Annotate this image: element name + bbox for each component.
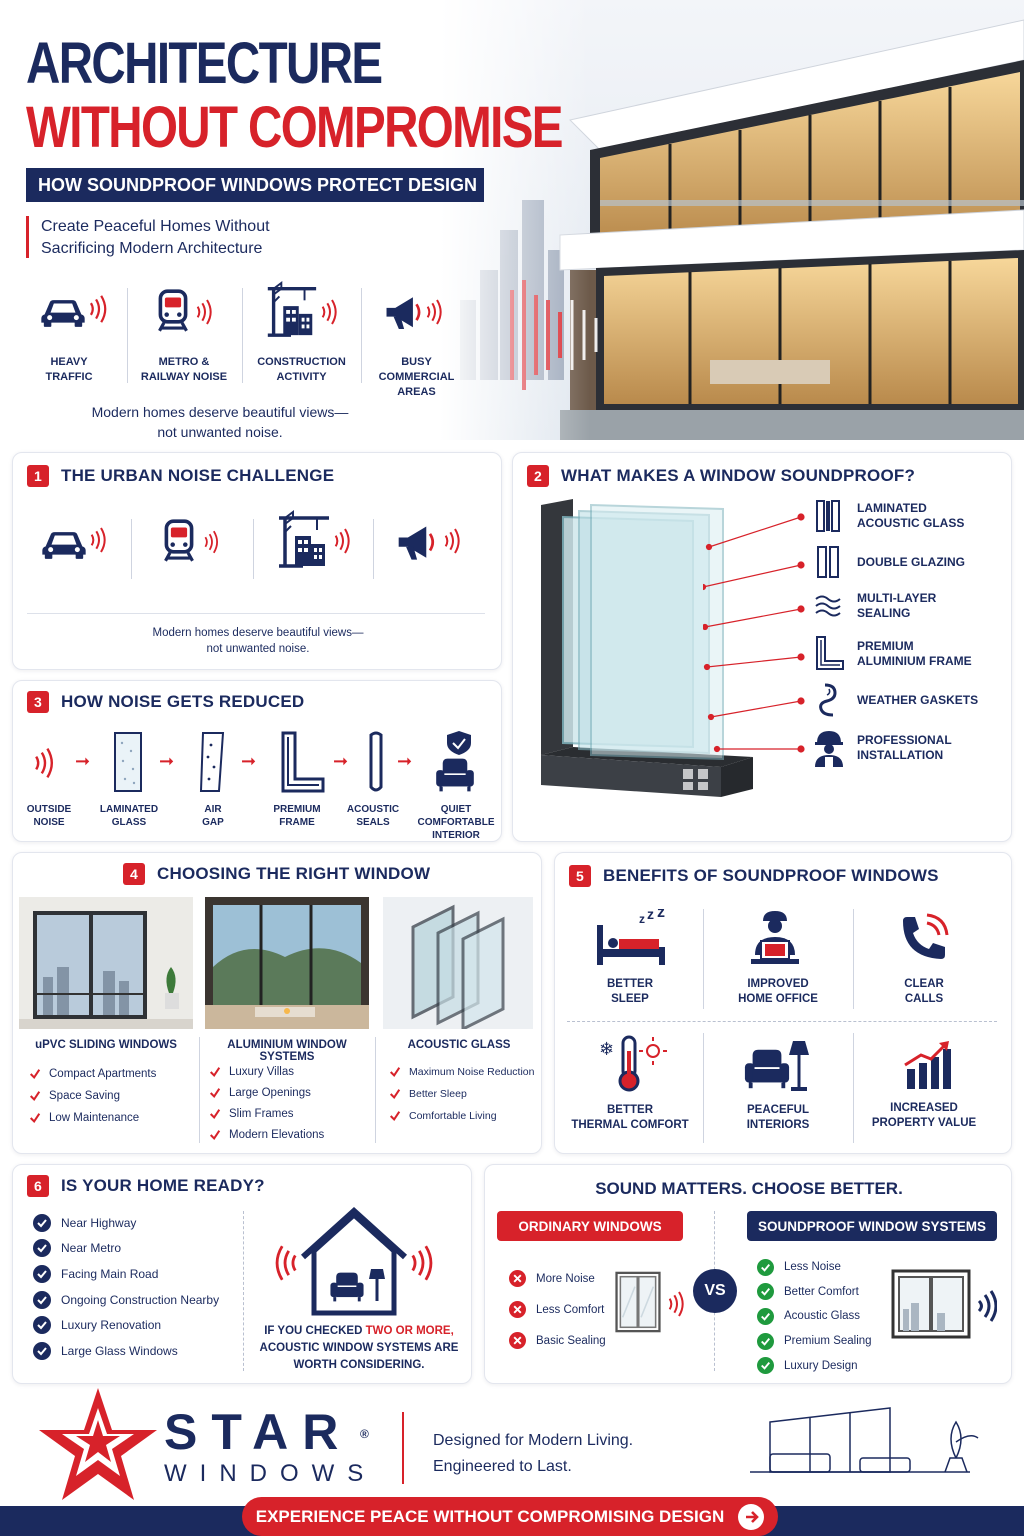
label-line: RAILWAY NOISE [140,371,228,383]
noise-source-label [359,355,474,400]
checklist-item [33,1312,219,1338]
sealing-waves-icon [813,591,843,621]
checklist-item [33,1338,219,1364]
section-home-ready [12,1164,472,1384]
cta-text: EXPERIENCE PEACE WITHOUT COMPROMISING DESIGN [255,1506,725,1526]
upvc-window-photo [19,897,193,1029]
footer-slogan [433,1428,633,1480]
svg-text:z: z [647,909,654,922]
checklist-item [33,1287,219,1313]
label-line: LAMINATED [857,501,927,515]
arrow-right-icon: ➞ [75,751,91,771]
brand-bottom: WINDOWS [164,1460,377,1487]
divider [373,519,374,579]
slogan-line1: Designed for Modern Living. [433,1432,634,1449]
megaphone-icon [383,292,427,336]
section-number: 5 [569,865,591,887]
label-line: PREMIUM [273,804,321,815]
section-title [27,465,334,487]
noise-source-label [244,355,359,385]
list-item [757,1329,872,1354]
list-item [29,1063,156,1085]
check-icon [757,1333,774,1350]
home-office-icon [743,909,807,967]
step-label [337,803,409,829]
option-list [29,1063,156,1129]
noise-source [14,280,124,390]
noise-source-label [129,355,239,385]
option-list [209,1061,324,1145]
label-line: QUIET [440,804,472,815]
benefit-label [703,977,853,1007]
label-line: PREMIUM [857,639,914,653]
x-icon [509,1301,526,1318]
step-label [261,803,333,829]
sound-waves-icon [33,739,57,787]
note-line1 [245,1323,473,1340]
section1-quote [13,625,503,657]
label-line: CONSTRUCTION [257,356,346,368]
sound-waves-icon [443,527,463,555]
sound-waves-icon [667,1289,687,1319]
label-line: PROFESSIONAL [857,733,952,747]
check-icon [33,1239,51,1257]
section-title-text: IS YOUR HOME READY? [61,1176,265,1195]
section-urban-noise [12,452,502,670]
list-item [29,1085,156,1107]
label-line: COMMERCIAL AREAS [378,371,455,398]
divider [567,1021,997,1022]
list-item [509,1263,606,1294]
section-title-text: HOW NOISE GETS REDUCED [61,692,305,711]
sound-waves-icon [975,1289,997,1323]
list-item [509,1325,606,1356]
armchair-shield-icon [431,729,483,793]
arrow-circle-icon [738,1504,764,1530]
frame-icon [279,731,325,793]
label-line: BETTER [607,978,653,990]
section-title-text: WHAT MAKES A WINDOW SOUNDPROOF? [561,466,916,485]
section-soundproof-window [512,452,1012,842]
feature-label [857,501,964,531]
check-icon [33,1265,51,1283]
label-line: LAMINATED [99,804,159,815]
benefit-label [555,1103,705,1133]
check-icon [757,1308,774,1325]
label-line: INSTALLATION [857,748,944,762]
label-line: IMPROVED [747,978,809,990]
label-line: OUTSIDE [26,804,72,815]
footer-interior-sketch [740,1402,990,1494]
section-title [527,465,915,487]
section-number: 3 [27,691,49,713]
item-text: Luxury Renovation [61,1318,162,1333]
item-text: Facing Main Road [61,1266,159,1281]
registered-mark: ® [360,1427,369,1441]
list-item [757,1304,872,1329]
subtitle-banner [26,168,484,202]
tagline [41,216,270,260]
quote-line2: not unwanted noise. [206,643,310,655]
item-text: Low Maintenance [49,1112,140,1124]
sound-waves-icon [203,529,221,555]
hero-quote-line2: not unwanted noise. [157,424,283,440]
section-title-text: BENEFITS OF SOUNDPROOF WINDOWS [603,866,939,885]
label-line: BUSY [401,356,432,368]
label-line: SEALING [857,606,911,620]
vs-text: VS [704,1282,726,1299]
note-highlight: TWO OR MORE, [365,1325,454,1337]
train-icon [155,288,191,334]
step-label [177,803,249,829]
item-text: Less Noise [784,1261,841,1274]
list-item [209,1082,324,1103]
label-line: FRAME [279,817,315,828]
ordinary-title: ORDINARY WINDOWS [518,1218,662,1234]
label-line: HOME OFFICE [738,993,818,1005]
divider [127,288,128,383]
check-icon [209,1129,221,1141]
sound-waves-icon [88,294,110,324]
check-icon [757,1283,774,1300]
installer-icon [811,729,847,767]
cta-button[interactable] [242,1497,778,1536]
sound-waves-icon [195,298,215,326]
item-text: Modern Elevations [229,1128,325,1141]
label-line: NOISE [33,817,65,828]
section-benefits [554,852,1012,1154]
label-line: CALLS [904,993,944,1005]
list-item [757,1255,872,1280]
brand-wordmark [164,1404,376,1488]
arrow-right-icon: ➞ [397,751,413,771]
svg-text:z: z [639,912,645,926]
ordinary-list [509,1263,606,1356]
item-text: Luxury Design [784,1359,858,1372]
check-icon [757,1357,774,1374]
item-text: Compact Apartments [49,1068,157,1080]
readiness-checklist [33,1210,219,1364]
item-text: Ongoing Construction Nearby [61,1292,220,1307]
item-text: Near Metro [61,1241,122,1256]
hero-noise-sources [14,280,474,398]
hero-title-line1: ARCHITECTURE [26,31,382,96]
section-title [123,863,430,885]
section-noise-reduced [12,680,502,842]
tagline-accent [26,216,29,258]
section-choosing-window [12,852,542,1154]
thermometer-icon [599,1033,667,1093]
check-icon [209,1066,221,1078]
svg-text:z: z [657,909,665,921]
feature-label [857,693,978,708]
section-number: 1 [27,465,49,487]
car-icon [38,294,88,328]
soundproof-list [757,1255,872,1378]
laminated-glass-icon [813,499,843,533]
soundproof-window-icon [891,1269,971,1339]
check-icon [29,1090,41,1102]
feature-label [857,733,952,763]
label-line: CLEAR [904,978,944,990]
label-line: INTERIOR [432,830,480,841]
item-text: Luxury Villas [229,1065,294,1078]
benefit-label [853,977,995,1007]
megaphone-icon [395,521,441,567]
label-line: INTERIORS [746,1119,810,1131]
check-icon [389,1088,401,1100]
section-title [569,865,939,887]
list-item [209,1103,324,1124]
check-icon [33,1316,51,1334]
quote-line1: Modern homes deserve beautiful views— [152,627,364,639]
list-item [389,1083,534,1105]
hero-quote-line1: Modern homes deserve beautiful views— [91,404,349,420]
check-icon [209,1108,221,1120]
item-text: More Noise [536,1272,595,1285]
benefit-label [555,977,705,1007]
label-line: HEAVY [50,356,88,368]
section-number: 6 [27,1175,49,1197]
ordinary-windows-banner [497,1211,683,1241]
train-icon [161,517,197,565]
noise-source [129,280,239,390]
label-line: GAP [202,817,224,828]
check-icon [29,1068,41,1080]
label-line: PEACEFUL [747,1104,809,1116]
car-icon [39,525,89,561]
label-line: SLEEP [611,993,649,1005]
feature-label [857,639,972,669]
label-line: THERMAL COMFORT [571,1119,689,1131]
label-line: PROPERTY VALUE [871,1117,977,1129]
check-icon [209,1087,221,1099]
subtitle-banner-text: HOW SOUNDPROOF WINDOWS PROTECT DESIGN [38,174,477,195]
label-line: AIR [204,804,222,815]
item-text: Acoustic Glass [784,1310,861,1323]
noise-source [359,280,474,398]
sound-waves-icon [320,298,340,326]
check-icon [33,1291,51,1309]
acoustic-glass-photo [383,897,533,1029]
tagline-line1: Create Peaceful Homes Without [41,218,270,235]
aluminium-window-photo [205,897,369,1029]
section-number: 4 [123,863,145,885]
callout-lines [703,503,813,763]
tagline-line2: Sacrificing Modern Architecture [41,240,263,257]
checklist-item [33,1236,219,1262]
divider [253,519,254,579]
brand-top-text: STAR [164,1404,353,1460]
section-title-text: THE URBAN NOISE CHALLENGE [61,466,335,485]
air-gap-icon [199,731,227,793]
section-title [27,691,304,713]
label-line: MULTI-LAYER [857,591,937,605]
item-text: Better Sleep [409,1088,467,1100]
item-text: Large Openings [229,1086,311,1099]
aluminium-frame-icon [813,635,845,671]
section-title [27,1175,265,1197]
section-number: 2 [527,465,549,487]
hero-title-line2: WITHOUT COMPROMISE [26,95,562,160]
divider [375,1037,376,1143]
label-line: COMFORTABLE [417,817,495,828]
phone-icon [897,913,949,965]
label-line: ACOUSTIC GLASS [857,516,965,530]
option-title: ALUMINIUM WINDOW SYSTEMS [227,1039,347,1063]
arrow-right-icon: ➞ [333,751,349,771]
item-text: Space Saving [49,1090,120,1102]
sound-waves-icon [425,298,445,326]
label-line: ACOUSTIC [346,804,400,815]
item-text: Large Glass Windows [61,1343,178,1358]
armchair-lamp-icon [743,1037,813,1093]
brand-top [164,1404,376,1460]
sound-waves-icon [89,525,109,555]
label-line: ALUMINIUM FRAME [857,654,972,668]
slogan-line2: Engineered to Last. [433,1458,572,1475]
comparison-title: SOUND MATTERS. CHOOSE BETTER. [595,1179,903,1198]
label-line: TRAFFIC [45,371,93,383]
soundproof-banner [747,1211,997,1241]
soundproof-title: SOUNDPROOF WINDOW SYSTEMS [757,1218,986,1234]
checklist-item [33,1210,219,1236]
quiet-house-icon [259,1201,449,1321]
list-item [29,1107,156,1129]
check-icon [33,1214,51,1232]
sound-waves-icon [333,527,353,555]
step-label [13,803,85,829]
seal-icon [365,731,387,793]
laminated-glass-icon [113,731,143,793]
crane-icon [273,509,333,571]
footer-divider [402,1412,404,1484]
check-icon [29,1112,41,1124]
label-line: ACTIVITY [276,371,327,383]
vs-badge [693,1269,737,1313]
svg-text:❄: ❄ [599,1039,615,1060]
label-line: SEALS [356,817,390,828]
list-item [209,1124,324,1145]
feature-label [857,591,936,621]
list-item [757,1280,872,1305]
step-label [413,803,499,842]
list-item [509,1294,606,1325]
x-icon [509,1332,526,1349]
hero-house-image [440,0,1024,440]
arrow-right-icon: ➞ [241,751,257,771]
label-line: GLASS [111,817,147,828]
growth-chart-icon [903,1039,951,1091]
check-icon [389,1066,401,1078]
check-icon [33,1342,51,1360]
readiness-note [245,1323,473,1374]
arrow-right-icon: ➞ [159,751,175,771]
section-title-text: CHOOSING THE RIGHT WINDOW [157,864,431,883]
step-label [93,803,165,829]
list-item [389,1105,534,1127]
gasket-icon [815,683,843,717]
item-text: Premium Sealing [784,1335,872,1348]
benefit-label [703,1103,853,1133]
label-line: BETTER [607,1104,653,1116]
checklist-item [33,1261,219,1287]
label-line: METRO & [158,356,210,368]
check-icon [389,1110,401,1122]
divider [27,613,485,614]
divider [199,1037,200,1143]
label-line: DOUBLE GLAZING [857,555,965,569]
item-text: Basic Sealing [536,1334,606,1347]
crane-icon [262,280,320,340]
item-text: Near Highway [61,1215,137,1230]
label-line: WEATHER GASKETS [857,693,979,707]
check-icon [757,1259,774,1276]
section-comparison [484,1164,1012,1384]
note-line3: WORTH CONSIDERING. [293,1359,425,1371]
note-prefix: IF YOU CHECKED [264,1325,366,1337]
list-item [209,1061,324,1082]
note-line2: ACOUSTIC WINDOW SYSTEMS ARE [259,1342,459,1354]
benefit-label [853,1101,995,1131]
noise-source [244,280,359,390]
label-line: INCREASED [890,1102,958,1114]
hero-quote [0,402,440,442]
divider [242,288,243,383]
divider [243,1211,244,1371]
item-text: Slim Frames [229,1107,294,1120]
item-text: Maximum Noise Reduction [409,1066,535,1078]
item-text: Better Comfort [784,1285,859,1298]
double-glazing-icon [813,545,843,579]
list-item [757,1353,872,1378]
option-title: uPVC SLIDING WINDOWS [35,1039,177,1051]
star-logo-icon [36,1386,160,1504]
x-icon [509,1270,526,1287]
ordinary-window-icon [615,1259,661,1345]
sleep-bed-icon [593,909,669,967]
item-text: Comfortable Living [409,1110,497,1122]
divider [131,519,132,579]
option-title: ACOUSTIC GLASS [407,1039,511,1051]
list-item [389,1061,534,1083]
option-list [389,1061,534,1127]
item-text: Less Comfort [536,1303,605,1316]
noise-source-label [14,355,124,385]
feature-label [857,555,965,570]
